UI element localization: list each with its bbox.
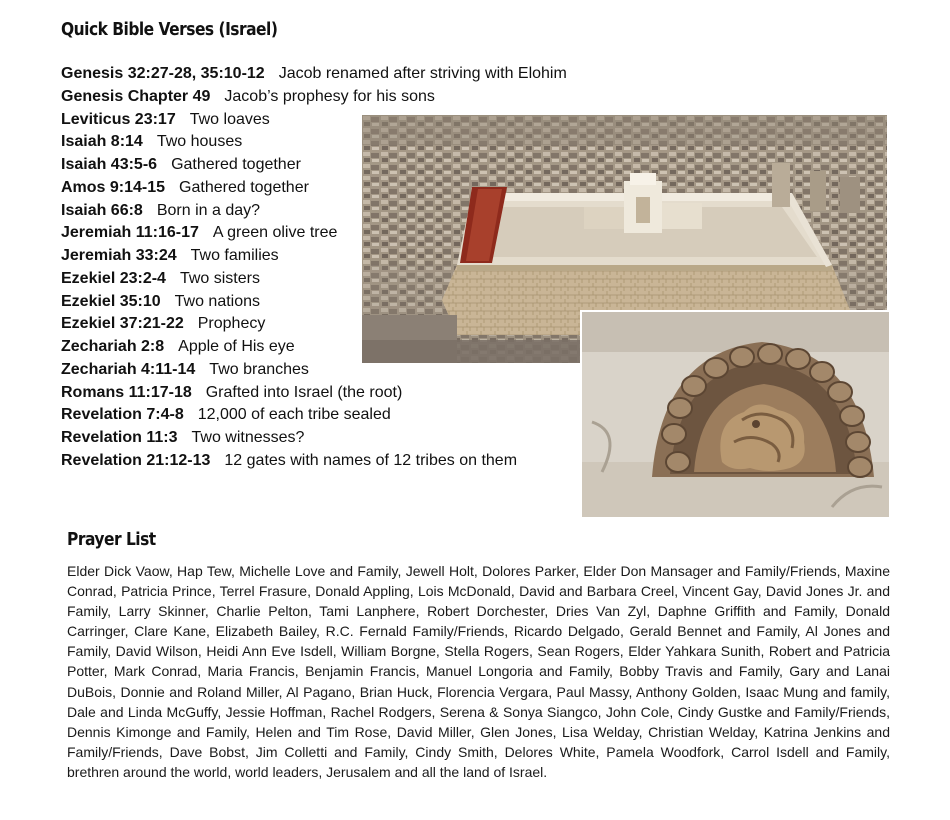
prayer-list-names: Elder Dick Vaow, Hap Tew, Michelle Love and Family, Jewell Holt, Dolores Parker, Elder Don Mansager and Family/Friends, Maxine Conrad, Patricia Prince, Terrel Frasure, Donald Appling, Lois McDonald, David and Barbara Creel, Vincent Gay, David Jones Jr. and Family, Larry Skinner, Charlie Pelton, Tami Lanphere, Robert Dorchester, Dries Van Zyl, Daphne Griffith and Family, Donald Carringer, Clare Kane, Elizabeth Bailey, R.C. Fernald Family/Friends, Ricardo Delgado, Gerald Bennet and Family, Al Jones and Family, David Wilson, Heidi Ann Eve Isdell, William Borgne, Stella Rogers, Sean Rogers, Elder Yahkara Sunith, Robert and Patricia Potter, Mark Conrad, Maria Francis, Benjamin Francis, Manuel Longoria and Family, Bobby Travis and Family, Gary and Lanai DuBois, Donnie and Roland Miller, Al Pagano, Brian Huck, Florencia Vergara, Paul Massy, Anthony Golden, Isaac Mung and family, Dale and Linda McGuffy, Jessie Hoffman, Rachel Rodgers, Serena & Sonya Siangco, John Cole, Cindy Gustke and Family/Friends, Dennis Kimonge and Family, Helen and Tim Rose, David Miller, Glen Jones, Lisa Welday, Christian Welday, Katrina Jenkins and Family/Friends, Dave Bobst, Jim Colletti and Family, Cindy Smith, Delores White, Pamela Woodfork, Carrol Isdell and Family, brethren around the world, world leaders, Jerusalem and all the land of Israel. xyxy=(67,563,890,780)
verse-description: Prophecy xyxy=(197,315,266,333)
verse-reference: Romans 11:17-18 xyxy=(61,383,192,401)
verse-item xyxy=(61,63,567,86)
verse-reference: Genesis Chapter 49 xyxy=(61,87,211,105)
verse-reference: Jeremiah 33:24 xyxy=(61,247,177,264)
verse-description: 12 gates with names of 12 tribes on them xyxy=(224,451,518,469)
verse-reference: Amos 9:14-15 xyxy=(61,178,166,196)
verse-description: Two nations xyxy=(174,292,261,310)
verse-reference: Ezekiel 23:2-4 xyxy=(61,269,166,287)
verse-description: Jacob renamed after striving with Elohim xyxy=(278,65,567,82)
prayer-list-title: Prayer List xyxy=(67,529,156,550)
verse-description: Apple of His eye xyxy=(178,338,295,355)
verse-reference: Revelation 7:4-8 xyxy=(61,406,184,424)
verse-description: Two families xyxy=(190,247,279,264)
verse-description: Gathered together xyxy=(171,156,301,173)
verse-reference: Isaiah 43:5-6 xyxy=(61,156,158,173)
verse-description: Born in a day? xyxy=(156,201,261,219)
verse-description: Jacob’s prophesy for his sons xyxy=(224,87,435,105)
verse-description: Grafted into Israel (the root) xyxy=(205,383,403,401)
stone-relief-photo xyxy=(580,310,889,517)
verse-description: Two houses xyxy=(156,133,243,151)
verse-reference: Isaiah 66:8 xyxy=(61,201,143,219)
verse-description: Two branches xyxy=(209,360,309,378)
verse-reference: Ezekiel 37:21-22 xyxy=(61,315,184,333)
verse-description: Two loaves xyxy=(189,110,270,128)
verse-item xyxy=(61,86,567,109)
verse-description: Two sisters xyxy=(179,269,260,287)
verse-reference: Jeremiah 11:16-17 xyxy=(61,224,199,242)
verses-section-title: Quick Bible Verses (Israel) xyxy=(61,19,278,40)
verse-reference: Zechariah 4:11-14 xyxy=(61,360,196,378)
stone-relief-illustration xyxy=(582,312,889,517)
verse-reference: Zechariah 2:8 xyxy=(61,338,165,355)
verse-reference: Leviticus 23:17 xyxy=(61,110,176,128)
verse-item xyxy=(61,382,567,405)
verse-reference: Ezekiel 35:10 xyxy=(61,292,161,310)
verse-description: Gathered together xyxy=(179,178,309,196)
verse-item xyxy=(61,427,567,450)
verse-reference: Revelation 21:12-13 xyxy=(61,451,211,469)
verse-description: A green olive tree xyxy=(212,224,338,242)
verse-reference: Genesis 32:27-28, 35:10-12 xyxy=(61,65,265,82)
verse-description: 12,000 of each tribe sealed xyxy=(197,406,391,424)
verse-item xyxy=(61,404,567,427)
verse-reference: Isaiah 8:14 xyxy=(61,133,143,151)
verse-reference: Revelation 11:3 xyxy=(61,429,178,446)
verse-item xyxy=(61,450,567,473)
verse-description: Two witnesses? xyxy=(191,429,305,446)
